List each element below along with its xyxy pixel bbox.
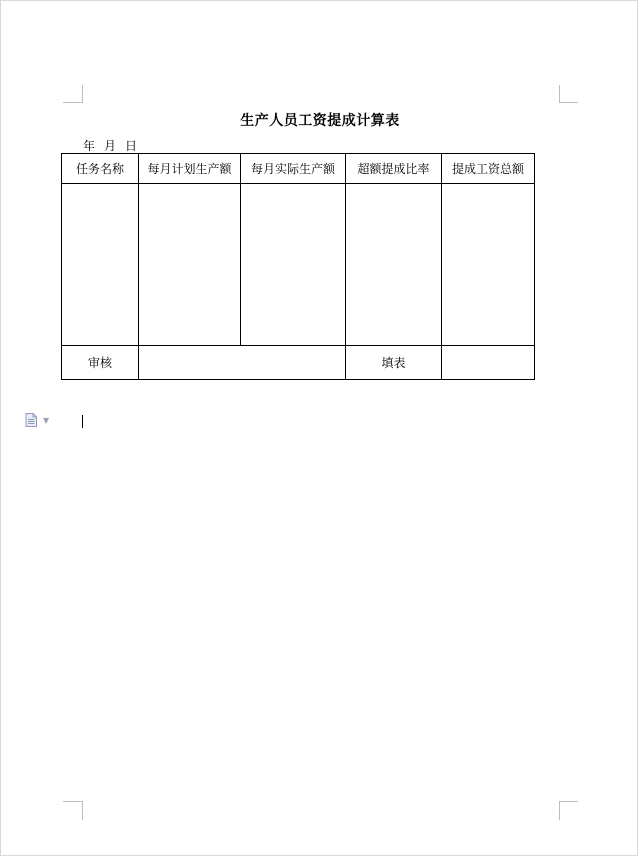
date-day-label: 日 xyxy=(125,139,138,153)
cell-total-commission[interactable] xyxy=(442,184,535,346)
header-actual-output: 每月实际生产额 xyxy=(241,154,346,184)
header-planned-output: 每月计划生产额 xyxy=(139,154,241,184)
table-header-row xyxy=(62,154,535,184)
date-month-label: 月 xyxy=(104,139,117,153)
cell-planned-output[interactable] xyxy=(139,184,241,346)
cell-task-name[interactable] xyxy=(62,184,139,346)
table-footer-row xyxy=(62,346,535,380)
header-task-name: 任务名称 xyxy=(62,154,139,184)
cell-actual-output[interactable] xyxy=(241,184,346,346)
filler-label: 填表 xyxy=(346,346,442,380)
chevron-down-icon[interactable]: ▼ xyxy=(43,416,50,425)
header-total-commission: 提成工资总额 xyxy=(442,154,535,184)
header-excess-rate: 超额提成比率 xyxy=(346,154,442,184)
date-year-label: 年 xyxy=(83,139,96,153)
text-cursor xyxy=(82,415,83,428)
date-line xyxy=(83,137,146,154)
cell-excess-rate[interactable] xyxy=(346,184,442,346)
review-value-cell[interactable] xyxy=(139,346,346,380)
document-title: 生产人员工资提成计算表 xyxy=(240,113,400,129)
commission-table xyxy=(61,153,535,380)
document-icon[interactable] xyxy=(25,413,37,427)
table-row xyxy=(62,184,535,346)
review-label: 审核 xyxy=(62,346,139,380)
filler-value-cell[interactable] xyxy=(442,346,535,380)
